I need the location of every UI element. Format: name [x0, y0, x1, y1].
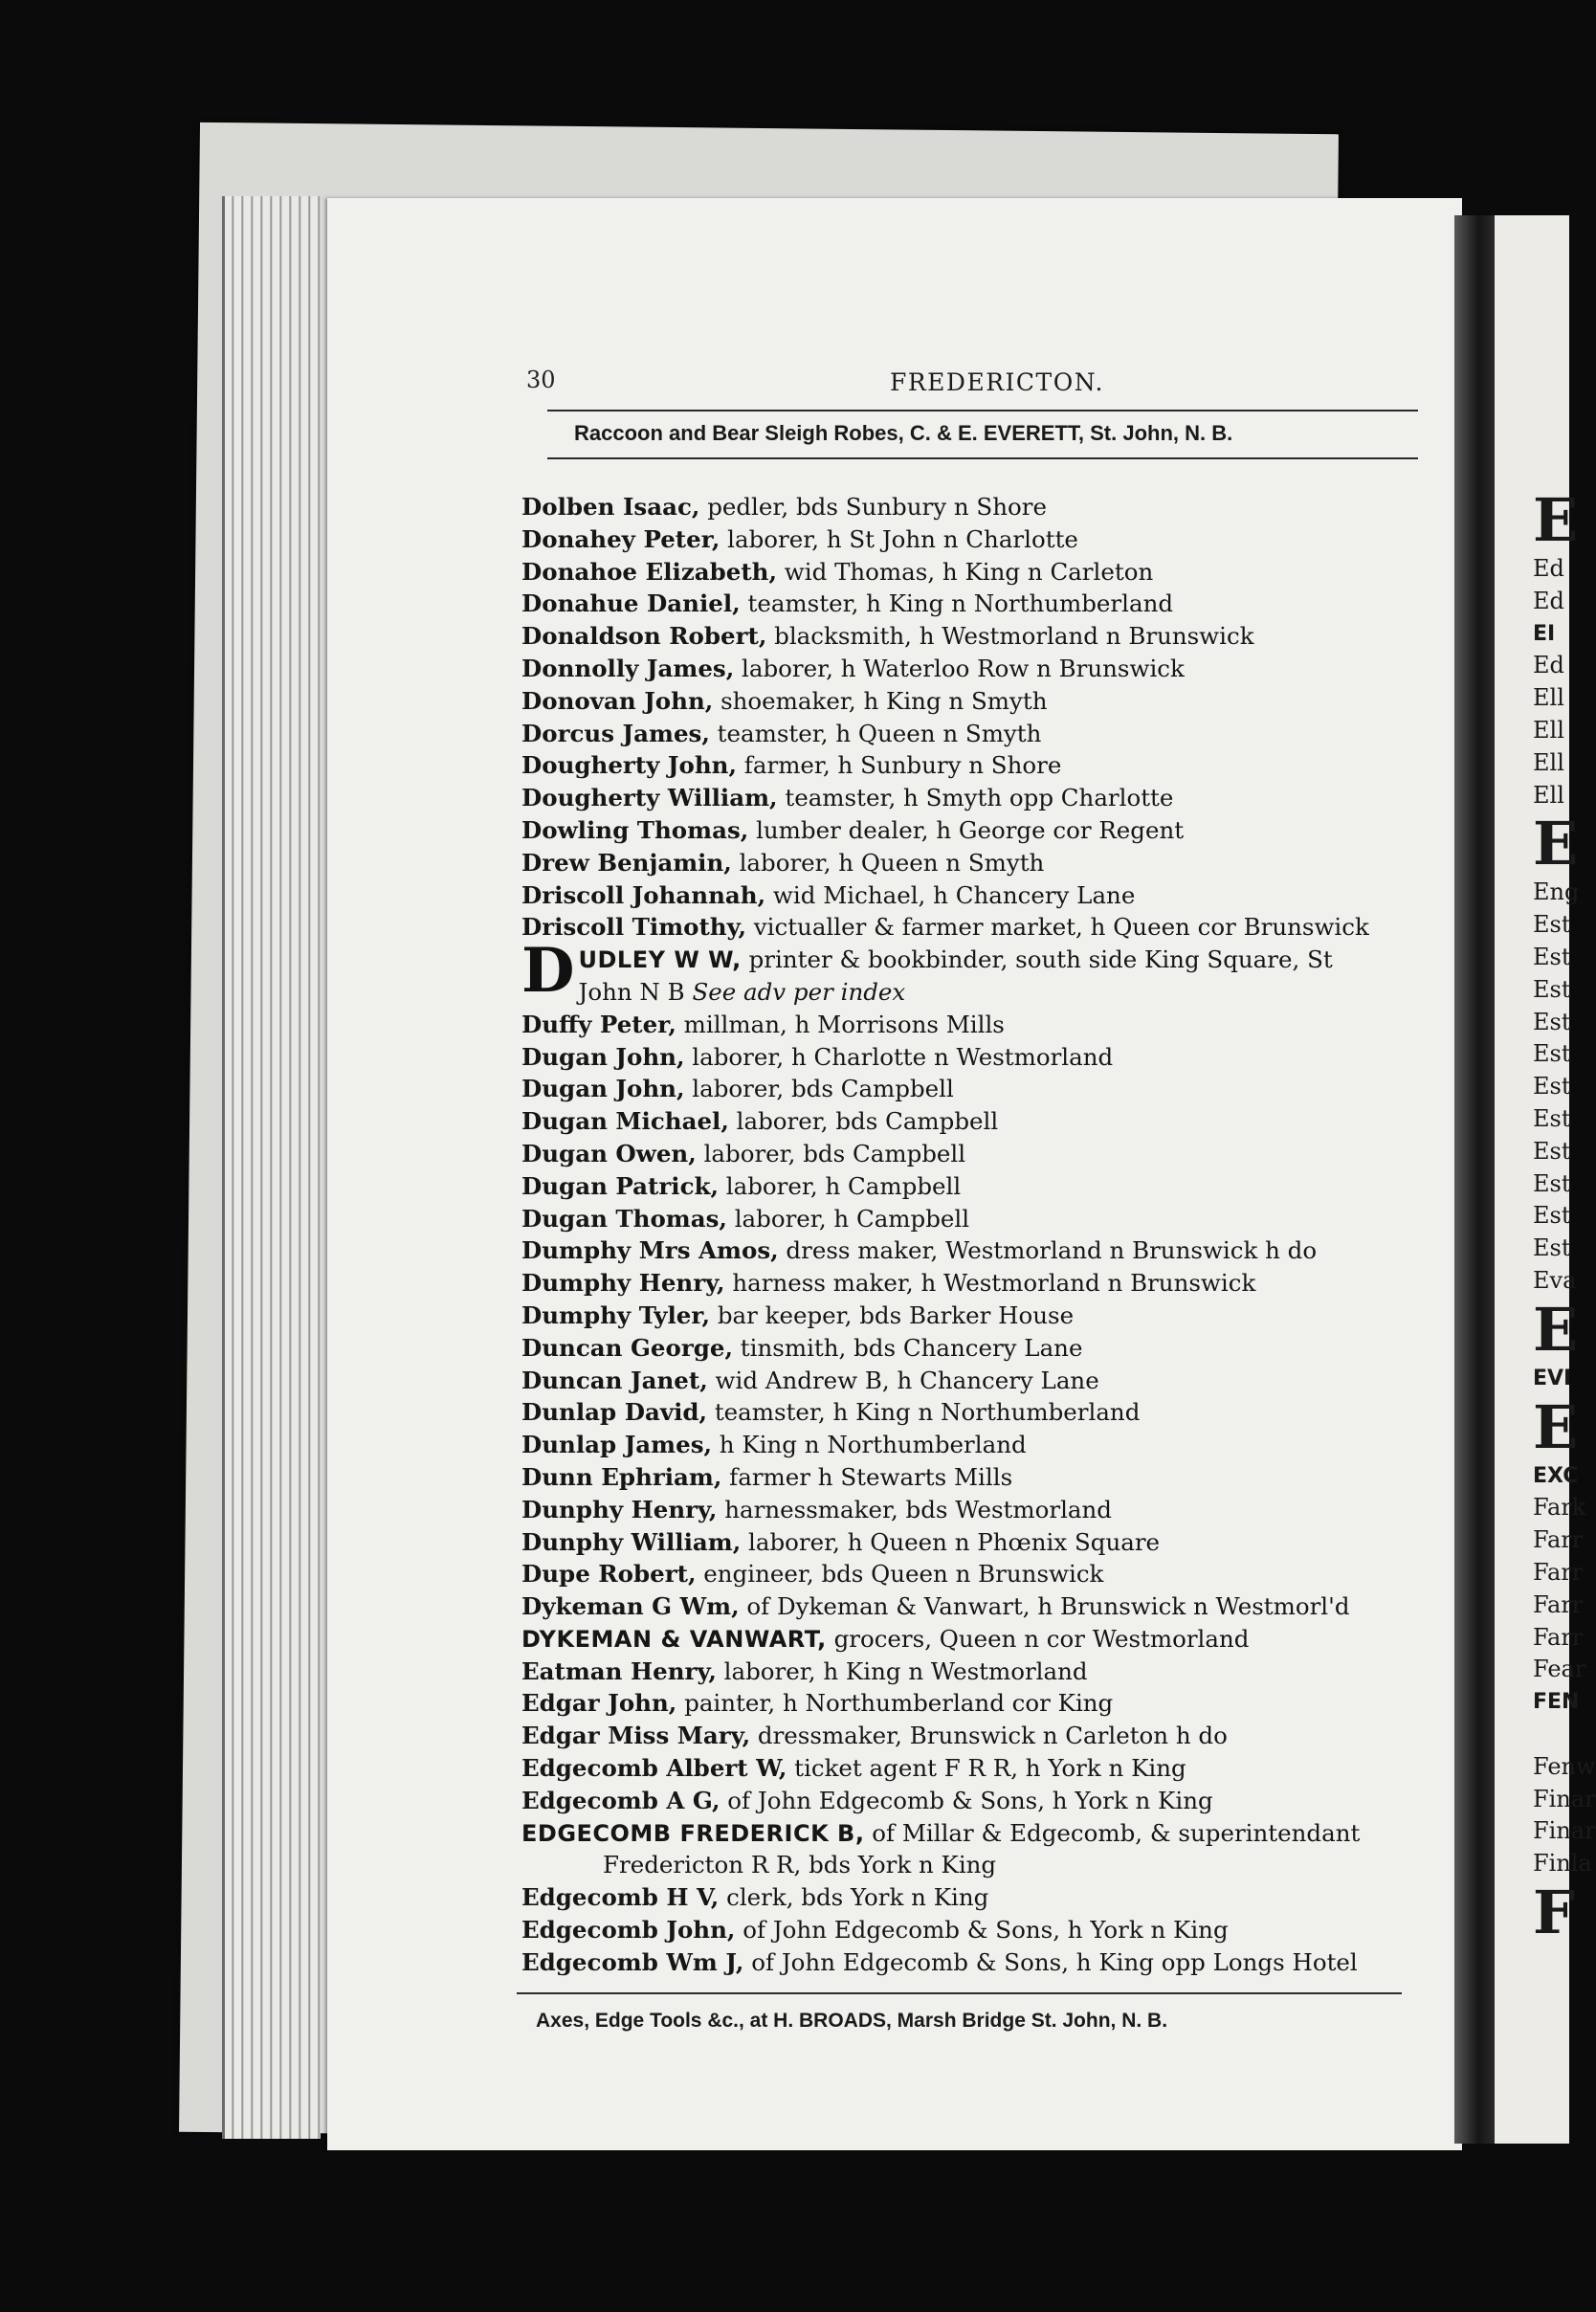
facing-page-fragment: FEN: [1533, 1690, 1580, 1715]
directory-entry: [521, 1785, 1421, 1817]
facing-page-fragment: Fear: [1533, 1656, 1586, 1683]
entry-name: Dolben Isaac,: [521, 493, 700, 521]
directory-entry: [521, 1656, 1421, 1688]
entry-details: laborer, h St John n Charlotte: [720, 524, 1078, 553]
directory-entry: [521, 1720, 1421, 1752]
facing-page-fragment: Ed: [1533, 587, 1564, 614]
directory-entry: [521, 556, 1421, 589]
facing-page-fragment: Fark: [1533, 1494, 1586, 1522]
directory-entry: [521, 718, 1421, 750]
entry-name: Donahue Daniel,: [521, 589, 741, 618]
facing-page-fragment: Ed: [1533, 652, 1564, 679]
facing-page-fragment: Farr: [1533, 1623, 1584, 1651]
entry-details: clerk, bds York n King: [719, 1883, 989, 1912]
entry-name: UDLEY W W,: [578, 946, 742, 974]
entry-name: Duncan Janet,: [521, 1366, 708, 1394]
directory-entry: [521, 1138, 1421, 1170]
directory-entry: [521, 620, 1421, 653]
directory-entry: [521, 1461, 1421, 1494]
entry-details: of Dykeman & Vanwart, h Brunswick n Westmorl'd: [739, 1592, 1350, 1621]
facing-page-fragments: [1533, 485, 1596, 1947]
directory-entry: [521, 1914, 1421, 1946]
entry-details: of John Edgecomb & Sons, h York n King: [735, 1916, 1229, 1945]
directory-entry: [521, 523, 1421, 556]
entry-name: Dunn Ephriam,: [521, 1462, 722, 1491]
entry-name: Driscoll Johannah,: [521, 880, 766, 909]
directory-entry: [521, 1429, 1421, 1461]
entry-name: Dunphy William,: [521, 1527, 742, 1556]
entry-name: Dugan John,: [521, 1075, 685, 1103]
entry-details: shoemaker, h King n Smyth: [713, 686, 1048, 715]
entry-name: Dougherty William,: [521, 784, 778, 812]
entry-details: Fredericton R R, bds York n King: [603, 1851, 997, 1879]
directory-entry: [521, 491, 1421, 523]
entry-name: Dorcus James,: [521, 719, 710, 747]
page-number: 30: [526, 367, 556, 393]
directory-entry: [521, 1073, 1421, 1105]
directory-entry: [521, 1203, 1421, 1235]
entry-details: printer & bookbinder, south side King Square, St: [741, 945, 1333, 974]
entry-details: of John Edgecomb & Sons, h York n King: [720, 1786, 1213, 1814]
facing-page-fragment: Farr: [1533, 1558, 1584, 1586]
directory-entry: [521, 1396, 1421, 1429]
directory-entry: [521, 1300, 1421, 1332]
entry-name: Donovan John,: [521, 686, 714, 715]
entry-details: laborer, h Queen n Smyth: [731, 848, 1045, 877]
entry-name: Duffy Peter,: [521, 1010, 676, 1038]
directory-entry: [521, 1494, 1421, 1526]
entry-reference: See adv per index: [692, 977, 906, 1006]
entry-details: laborer, h Campbell: [719, 1171, 962, 1200]
facing-page-fragment: Finla: [1533, 1850, 1592, 1878]
entry-name: Dunlap James,: [521, 1431, 713, 1459]
entry-name: Edgecomb Albert W,: [521, 1754, 787, 1783]
entry-details: teamster, h Queen n Smyth: [709, 719, 1042, 747]
directory-entry: [521, 1817, 1421, 1850]
entry-details: teamster, h Smyth opp Charlotte: [777, 784, 1174, 812]
entry-name: Dugan John,: [521, 1042, 685, 1071]
entry-details: harness maker, h Westmorland n Brunswick: [724, 1269, 1256, 1298]
directory-entry-continuation: [521, 976, 1421, 1009]
entry-name: EDGECOMB FREDERICK B,: [521, 1819, 865, 1847]
facing-page-fragment: EXC: [1533, 1463, 1579, 1488]
facing-page-fragment: Est: [1533, 1104, 1571, 1132]
directory-entry: [521, 911, 1421, 944]
entry-name: Donahey Peter,: [521, 524, 720, 553]
dudley-display-entry: [521, 935, 1421, 1009]
entry-details: harnessmaker, bds Westmorland: [717, 1495, 1112, 1523]
directory-entry: [521, 1849, 1421, 1881]
page-edges: [222, 196, 321, 2139]
drop-cap: D: [521, 935, 575, 1008]
entry-name: Dowling Thomas,: [521, 815, 749, 844]
directory-entry: [521, 1946, 1421, 1979]
facing-page-fragment: Est: [1533, 1040, 1571, 1068]
entry-details: wid Thomas, h King n Carleton: [777, 557, 1154, 586]
entry-name: Duncan George,: [521, 1333, 734, 1362]
directory-entry: [521, 749, 1421, 782]
entry-details: dress maker, Westmorland n Brunswick h do: [778, 1236, 1318, 1265]
entry-name: Edgecomb A G,: [521, 1786, 720, 1814]
directory-entry: [521, 782, 1421, 814]
entry-name: Donaldson Robert,: [521, 622, 767, 651]
entry-name: Dumphy Henry,: [521, 1269, 725, 1298]
entry-name: Dugan Thomas,: [521, 1204, 727, 1233]
facing-page-fragment: Est: [1533, 975, 1571, 1003]
facing-page-fragment: Ell: [1533, 716, 1564, 744]
facing-page-fragment: Est: [1533, 1008, 1571, 1035]
entry-name: Eatman Henry,: [521, 1656, 717, 1685]
entry-details: laborer, h Queen n Phœnix Square: [741, 1527, 1161, 1556]
entry-name: Driscoll Timothy,: [521, 913, 747, 942]
entry-details: bar keeper, bds Barker House: [710, 1300, 1075, 1329]
directory-entry: [521, 944, 1421, 976]
directory-entry: [521, 1558, 1421, 1590]
directory-listing: [521, 491, 1421, 1979]
entry-name: Edgecomb John,: [521, 1916, 736, 1945]
facing-page-fragment: Est: [1533, 911, 1571, 939]
directory-entry: [521, 653, 1421, 685]
directory-entry: [521, 1170, 1421, 1203]
directory-entry: [521, 1752, 1421, 1785]
entry-details: engineer, bds Queen n Brunswick: [696, 1560, 1104, 1589]
directory-entry: [521, 1687, 1421, 1720]
directory-entry: [521, 588, 1421, 620]
entry-details: of John Edgecomb & Sons, h King opp Longs Hotel: [743, 1947, 1358, 1976]
entry-name: Dunphy Henry,: [521, 1495, 718, 1523]
entry-name: Drew Benjamin,: [521, 848, 732, 877]
facing-page-fragment: Ell: [1533, 684, 1564, 712]
facing-page-fragment: Eva: [1533, 1266, 1577, 1294]
facing-page-fragment: EI: [1533, 621, 1556, 646]
entry-name: Dumphy Tyler,: [521, 1300, 711, 1329]
facing-page-fragment: Farr: [1533, 1590, 1584, 1618]
facing-page-fragment: Est: [1533, 1202, 1571, 1230]
entry-details: painter, h Northumberland cor King: [676, 1689, 1114, 1718]
directory-entry: [521, 1623, 1421, 1656]
directory-entry: [521, 879, 1421, 912]
directory-entry: [521, 1267, 1421, 1300]
entry-details: John N B: [578, 977, 693, 1006]
directory-entry: [521, 1234, 1421, 1267]
entry-details: ticket agent F R R, h York n King: [787, 1754, 1186, 1783]
entry-name: Dykeman G Wm,: [521, 1592, 740, 1621]
entry-name: DYKEMAN & VANWART,: [521, 1625, 827, 1653]
footer-rule: [517, 1992, 1402, 1994]
entry-details: dressmaker, Brunswick n Carleton h do: [750, 1722, 1228, 1750]
facing-page-fragment: Est: [1533, 943, 1571, 970]
entry-details: laborer, h Campbell: [726, 1204, 970, 1233]
directory-entry: [521, 1009, 1421, 1041]
directory-entry: [521, 1526, 1421, 1559]
entry-details: pedler, bds Sunbury n Shore: [699, 493, 1047, 521]
entry-details: tinsmith, bds Chancery Lane: [733, 1333, 1083, 1362]
facing-page-fragment: Ell: [1533, 781, 1564, 809]
facing-page-fragment: Est: [1533, 1169, 1571, 1197]
bottom-advertisement: Axes, Edge Tools &c., at H. BROADS, Marsh Bridge St. John, N. B.: [536, 2010, 1168, 2032]
facing-page-fragment: [1533, 1719, 1590, 1751]
facing-page-fragment: Ell: [1533, 748, 1564, 776]
running-title: FREDERICTON.: [890, 368, 1104, 396]
entry-name: Dumphy Mrs Amos,: [521, 1236, 779, 1265]
book-gutter: [1454, 215, 1495, 2144]
entry-name: Dugan Owen,: [521, 1139, 697, 1167]
directory-entry: [521, 1881, 1421, 1914]
entry-name: Edgar Miss Mary,: [521, 1722, 751, 1750]
entry-details: of Millar & Edgecomb, & superintendant: [864, 1818, 1361, 1847]
entry-name: Dugan Michael,: [521, 1107, 729, 1136]
entry-details: laborer, h Waterloo Row n Brunswick: [734, 654, 1185, 682]
entry-name: Edgecomb H V,: [521, 1883, 720, 1912]
entry-details: teamster, h King n Northumberland: [740, 589, 1174, 618]
facing-page-fragment: Eng: [1533, 878, 1580, 906]
entry-name: Dougherty John,: [521, 751, 738, 780]
entry-details: h King n Northumberland: [712, 1431, 1027, 1459]
entry-name: Edgar John,: [521, 1689, 677, 1718]
facing-page-fragment: Finar: [1533, 1817, 1596, 1845]
directory-entry: [521, 1590, 1421, 1623]
facing-page-fragment: Finar: [1533, 1785, 1596, 1812]
entry-details: blacksmith, h Westmorland n Brunswick: [766, 622, 1254, 651]
directory-entry: [521, 1105, 1421, 1138]
entry-details: farmer h Stewarts Mills: [721, 1462, 1013, 1491]
facing-page-fragment: E: [1533, 809, 1579, 879]
entry-details: millman, h Morrisons Mills: [676, 1010, 1005, 1038]
directory-entry: [521, 685, 1421, 718]
header-rule: [547, 410, 1418, 411]
entry-details: farmer, h Sunbury n Shore: [737, 751, 1062, 780]
directory-entry: [521, 1332, 1421, 1365]
entry-name: Donahoe Elizabeth,: [521, 557, 777, 586]
facing-page-fragment: EVI: [1533, 1366, 1572, 1390]
entry-details: grocers, Queen n cor Westmorland: [826, 1624, 1250, 1653]
entry-details: laborer, bds Campbell: [728, 1107, 999, 1136]
facing-page-fragment: Est: [1533, 1234, 1571, 1262]
entry-details: victualler & farmer market, h Queen cor Brunswick: [746, 913, 1369, 942]
facing-page-fragment: Ed: [1533, 555, 1564, 582]
entry-name: Donnolly James,: [521, 654, 735, 682]
entry-details: laborer, bds Campbell: [696, 1139, 966, 1167]
entry-details: laborer, h Charlotte n Westmorland: [684, 1042, 1114, 1071]
entry-name: Dugan Patrick,: [521, 1171, 720, 1200]
directory-entry: [521, 847, 1421, 879]
entry-details: lumber dealer, h George cor Regent: [748, 815, 1185, 844]
facing-page-fragment: Est: [1533, 1137, 1571, 1165]
facing-page-fragment: E: [1533, 1294, 1579, 1365]
entry-name: Dupe Robert,: [521, 1560, 697, 1589]
facing-page-fragment: Farr: [1533, 1526, 1584, 1554]
facing-page-fragment: Est: [1533, 1073, 1571, 1100]
directory-entry: [521, 1041, 1421, 1074]
directory-entry: [521, 1365, 1421, 1397]
facing-page-fragment: F: [1533, 1877, 1576, 1947]
entry-name: Dunlap David,: [521, 1398, 708, 1427]
entry-details: laborer, h King n Westmorland: [716, 1656, 1088, 1685]
entry-name: Edgecomb Wm J,: [521, 1947, 744, 1976]
entry-details: teamster, h King n Northumberland: [707, 1398, 1141, 1427]
top-advertisement: Raccoon and Bear Sleigh Robes, C. & E. EVERETT, St. John, N. B.: [574, 421, 1233, 445]
entry-details: laborer, bds Campbell: [684, 1075, 954, 1103]
entry-details: wid Michael, h Chancery Lane: [765, 880, 1136, 909]
facing-page-fragment: Fenw: [1533, 1752, 1596, 1780]
banner-rule: [547, 457, 1418, 459]
directory-entry: [521, 814, 1421, 847]
facing-page-fragment: E: [1533, 485, 1579, 555]
facing-page-fragment: E: [1533, 1391, 1579, 1462]
entry-details: wid Andrew B, h Chancery Lane: [707, 1366, 1099, 1394]
